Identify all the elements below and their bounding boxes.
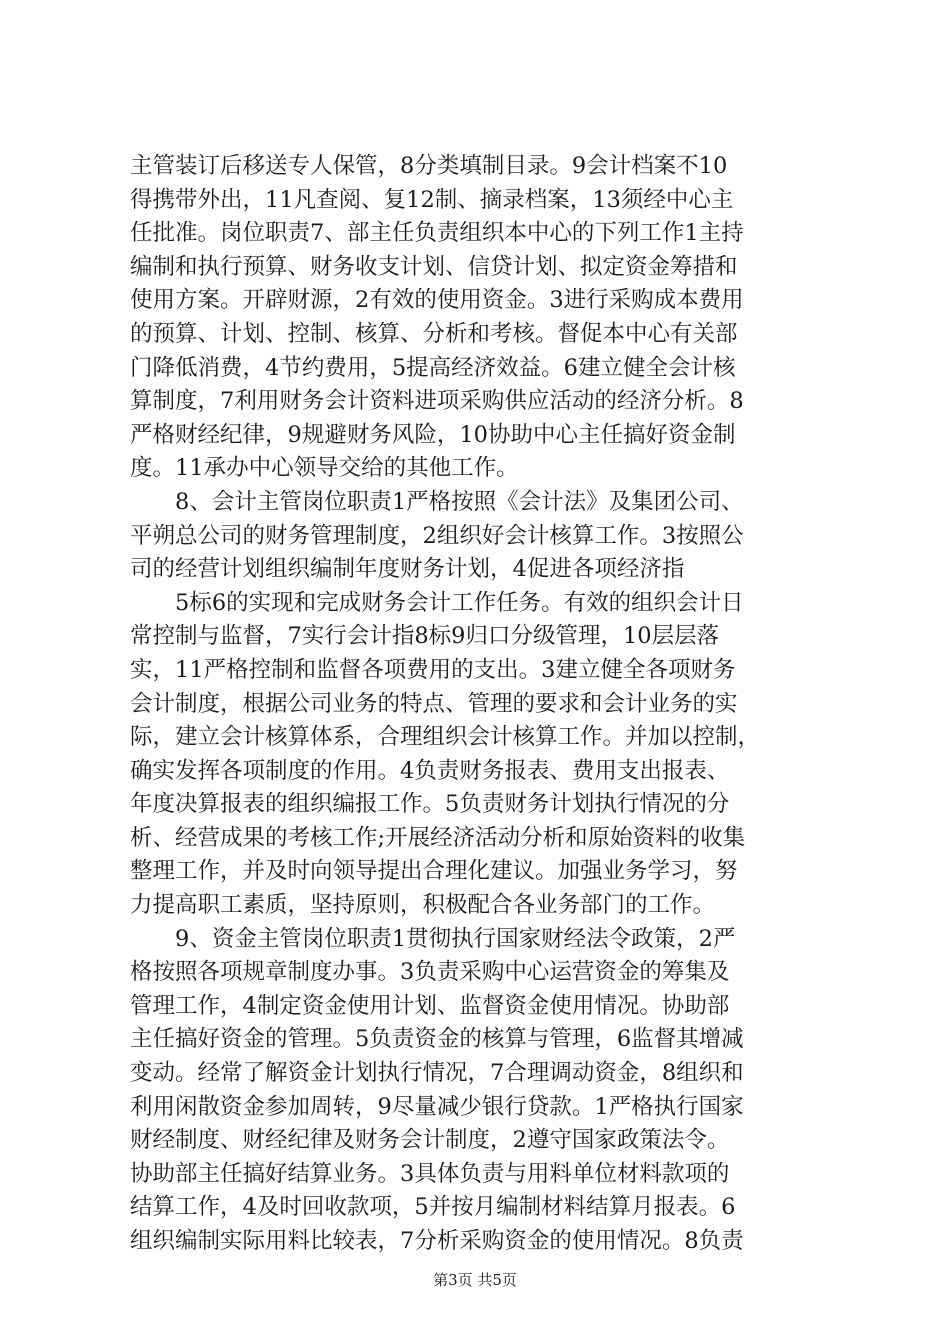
text-line: 财经制度、财经纪律及财务会计制度，2遵守国家政策法令。 xyxy=(130,1127,730,1154)
page-footer xyxy=(0,1269,950,1290)
text-line: 门降低消费，4节约费用，5提高经济效益。6建立健全会计核 xyxy=(130,354,736,381)
text-line: 严格财经纪律，9规避财务风险，10协助中心主任搞好资金制 xyxy=(130,421,736,448)
text-line: 任批准。岗位职责7、部主任负责组织本中心的下列工作1主持 xyxy=(130,220,744,247)
text-line: 得携带外出，11凡查阅、复12制、摘录档案，13须经中心主 xyxy=(130,186,734,213)
text-line: 会计制度，根据公司业务的特点、管理的要求和会计业务的实 xyxy=(130,690,738,717)
text-line: 主管装订后移送专人保管，8分类填制目录。9会计档案不10 xyxy=(130,153,728,179)
text-line: 确实发挥各项制度的作用。4负责财务报表、费用支出报表、 xyxy=(130,757,730,784)
document-body xyxy=(130,150,830,1259)
text-line: 协助部主任搞好结算业务。3具体负责与用料单位材料款项的 xyxy=(130,1160,730,1187)
text-line: 主任搞好资金的管理。5负责资金的核算与管理，6监督其增减 xyxy=(130,1026,744,1053)
text-line: 5标6的实现和完成财务会计工作任务。有效的组织会计日 xyxy=(130,589,744,616)
text-line: 编制和执行预算、财务收支计划、信贷计划、拟定资金筹措和 xyxy=(130,253,738,280)
text-line: 使用方案。开辟财源，2有效的使用资金。3进行采购成本费用 xyxy=(130,287,744,314)
text-line: 管理工作，4制定资金使用计划、监督资金使用情况。协助部 xyxy=(130,992,730,1019)
text-line: 算制度，7利用财务会计资料进项采购供应活动的经济分析。8 xyxy=(130,388,744,415)
text-line: 8、会计主管岗位职责1严格按照《会计法》及集团公司、 xyxy=(130,488,744,515)
text-line: 年度决算报表的组织编报工作。5负责财务计划执行情况的分 xyxy=(130,791,730,818)
text-line: 整理工作，并及时向领导提出合理化建议。加强业务学习，努 xyxy=(130,858,738,885)
text-line: 利用闲散资金参加周转，9尽量减少银行贷款。1严格执行国家 xyxy=(130,1093,744,1120)
text-line: 格按照各项规章制度办事。3负责采购中心运营资金的筹集及 xyxy=(130,959,730,986)
text-line: 力提高职工素质，坚持原则，积极配合各业务部门的工作。 xyxy=(130,892,716,919)
text-line: 9、资金主管岗位职责1贯彻执行国家财经法令政策，2严 xyxy=(130,925,736,952)
text-line: 司的经营计划组织编制年度财务计划，4促进各项经济指 xyxy=(130,556,685,583)
text-line: 组织编制实际用料比较表，7分析采购资金的使用情况。8负责 xyxy=(130,1228,744,1254)
page-number: 第3页 共5页 xyxy=(433,1271,517,1289)
text-line: 常控制与监督，7实行会计指8标9归口分级管理，10层层落 xyxy=(130,623,720,650)
text-line: 实，11严格控制和监督各项费用的支出。3建立健全各项财务 xyxy=(130,656,736,683)
text-line: 变动。经常了解资金计划执行情况，7合理调动资金，8组织和 xyxy=(130,1060,744,1087)
text-line: 结算工作，4及时回收款项，5并按月编制材料结算月报表。6 xyxy=(130,1194,736,1221)
text-line: 析、经营成果的考核工作;开展经济活动分析和原始资料的收集 xyxy=(130,824,746,851)
text-line: 平朔总公司的财务管理制度，2组织好会计核算工作。3按照公 xyxy=(130,522,744,549)
text-line: 的预算、计划、控制、核算、分析和考核。督促本中心有关部 xyxy=(130,320,738,347)
text-line: 际，建立会计核算体系，合理组织会计核算工作。并加以控制， xyxy=(130,724,761,751)
text-line: 度。11承办中心领导交给的其他工作。 xyxy=(130,455,519,482)
